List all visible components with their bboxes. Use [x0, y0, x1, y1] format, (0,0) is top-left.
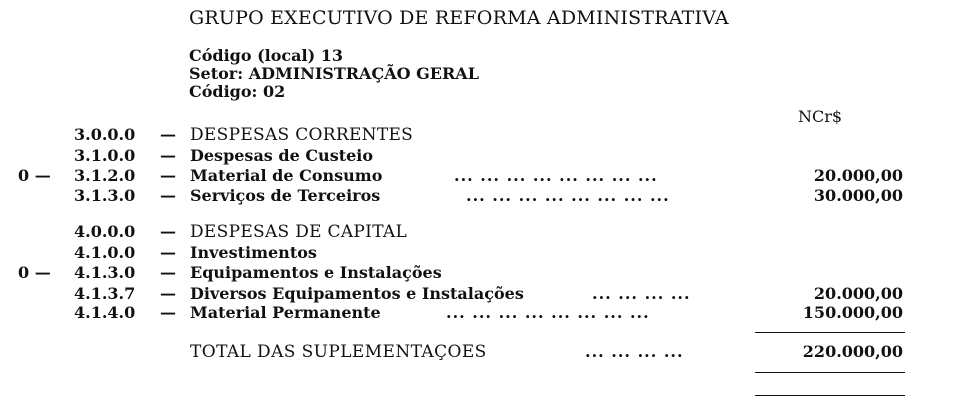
row-code: 4.1.3.0	[74, 263, 136, 282]
row-description: Material Permanente	[190, 303, 381, 322]
total-label: TOTAL DAS SUPLEMENTAÇOES	[190, 342, 487, 362]
dot-leader: ... ... ... ...	[592, 284, 691, 303]
budget-row	[0, 146, 955, 166]
row-dash: —	[160, 222, 176, 241]
currency-label: NCr$	[798, 107, 843, 126]
row-dash: —	[160, 263, 176, 282]
budget-row	[0, 284, 955, 304]
row-dash: —	[160, 146, 176, 165]
row-dash: —	[160, 186, 176, 205]
row-description: DESPESAS DE CAPITAL	[190, 222, 408, 242]
budget-row	[0, 125, 955, 145]
row-code: 3.1.2.0	[74, 166, 136, 185]
row-code: 4.1.3.7	[74, 284, 136, 303]
row-description: Equipamentos e Instalações	[190, 263, 442, 282]
row-description: Investimentos	[190, 243, 317, 262]
dot-leader: ... ... ... ...	[585, 342, 684, 361]
dot-leader: ... ... ... ... ... ... ... ...	[454, 166, 658, 185]
budget-row	[0, 243, 955, 263]
row-amount: 150.000,00	[802, 303, 903, 322]
row-mark: 0 —	[18, 263, 51, 282]
row-description: DESPESAS CORRENTES	[190, 125, 414, 145]
dot-leader: ... ... ... ... ... ... ... ...	[446, 303, 650, 322]
row-amount: 20.000,00	[813, 284, 903, 303]
budget-row	[0, 166, 955, 186]
total-amount: 220.000,00	[802, 342, 903, 361]
row-amount: 30.000,00	[813, 186, 903, 205]
sector-line: Setor: ADMINISTRAÇÃO GERAL	[189, 64, 479, 83]
row-code: 3.0.0.0	[74, 125, 136, 144]
document-title: GRUPO EXECUTIVO DE REFORMA ADMINISTRATIVA	[189, 7, 729, 29]
subtotal-rule	[755, 332, 905, 333]
dot-leader: ... ... ... ... ... ... ... ...	[466, 186, 670, 205]
row-dash: —	[160, 303, 176, 322]
row-dash: —	[160, 166, 176, 185]
total-rule-bottom	[755, 395, 905, 396]
row-description: Material de Consumo	[190, 166, 383, 185]
budget-row	[0, 303, 955, 323]
row-code: 4.1.0.0	[74, 243, 136, 262]
row-description: Serviços de Terceiros	[190, 186, 381, 205]
local-code: Código (local) 13	[189, 46, 344, 65]
row-dash: —	[160, 284, 176, 303]
row-mark: 0 —	[18, 166, 51, 185]
budget-row	[0, 263, 955, 283]
total-rule-top	[755, 372, 905, 373]
row-amount: 20.000,00	[813, 166, 903, 185]
row-description: Diversos Equipamentos e Instalações	[190, 284, 524, 303]
sector-code: Código: 02	[189, 82, 286, 101]
row-description: Despesas de Custeio	[190, 146, 374, 165]
budget-row	[0, 222, 955, 242]
row-code: 3.1.0.0	[74, 146, 136, 165]
row-code: 4.1.4.0	[74, 303, 136, 322]
row-code: 3.1.3.0	[74, 186, 136, 205]
row-dash: —	[160, 125, 176, 144]
row-dash: —	[160, 243, 176, 262]
budget-row	[0, 186, 955, 206]
row-code: 4.0.0.0	[74, 222, 136, 241]
